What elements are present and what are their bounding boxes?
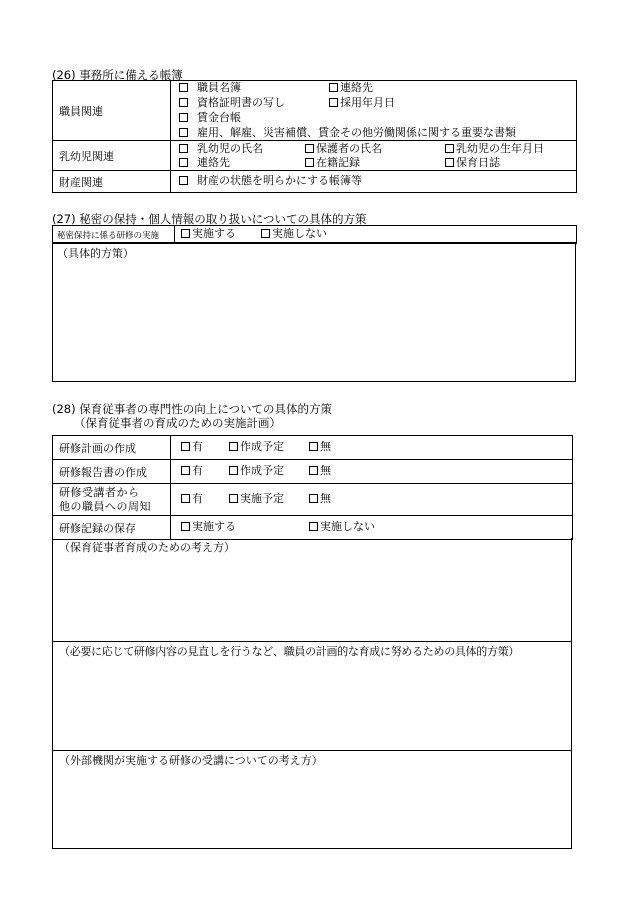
checkbox-icon: [179, 158, 188, 167]
label-line: 研修受講者から: [59, 485, 140, 499]
checkbox-report-yes[interactable]: [181, 464, 203, 478]
checkbox-training-not-implemented[interactable]: [261, 227, 327, 241]
option-label: 資格証明書の写し: [197, 96, 285, 109]
confidentiality-measures-field[interactable]: [52, 242, 576, 382]
option-label: 連絡先: [340, 81, 373, 94]
checkbox-icon: [181, 442, 190, 451]
ledger-table: [52, 80, 577, 193]
checkbox-icon: [305, 144, 314, 153]
checkbox-icon: [329, 83, 338, 92]
checkbox-icon: [309, 466, 318, 475]
checkbox-qualification-copy[interactable]: [179, 96, 285, 110]
checkbox-icon: [179, 128, 188, 137]
ledger-row-label-property: 財産関連: [53, 171, 171, 193]
training-report-label: 研修報告書の作成: [53, 460, 171, 484]
checkbox-icon: [179, 98, 188, 107]
field-caption: （外部機関が実施する研修の受講についての考え方）: [59, 754, 323, 767]
section-28-title: (28) 保育従事者の専門性の向上についての具体的方策: [52, 402, 333, 416]
checkbox-icon: [181, 229, 190, 238]
option-label: 職員名簿: [197, 81, 241, 94]
development-approach-field[interactable]: [53, 538, 571, 641]
checkbox-staff-roster[interactable]: [179, 81, 241, 95]
confidentiality-training-options: [175, 226, 577, 244]
option-label: 財産の状態を明らかにする帳簿等: [197, 174, 362, 187]
option-label: 乳幼児の生年月日: [456, 142, 544, 155]
checkbox-icon: [261, 229, 270, 238]
ledger-property-options: [171, 171, 577, 193]
option-label: 実施しない: [272, 227, 327, 240]
training-plan-label: 研修計画の作成: [53, 436, 171, 460]
training-plan-table: [52, 435, 573, 540]
field-caption: （保育従事者育成のための考え方）: [59, 541, 235, 554]
training-review-measures-field[interactable]: [53, 642, 571, 750]
checkbox-record-implemented[interactable]: [181, 520, 236, 534]
training-report-options: [171, 460, 573, 484]
option-label: 作成予定: [240, 440, 284, 453]
checkbox-wage-ledger[interactable]: [179, 111, 241, 125]
field-caption: （必要に応じて研修内容の見直しを行うなど、職員の計画的な育成に努めるための具体的方策）: [59, 645, 520, 658]
checkbox-icon: [229, 494, 238, 503]
option-label: 作成予定: [240, 464, 284, 477]
option-label: 有: [192, 464, 203, 477]
option-label: 無: [320, 492, 331, 505]
checkbox-icon: [309, 494, 318, 503]
checkbox-childcare-diary[interactable]: [445, 156, 500, 170]
checkbox-plan-yes[interactable]: [181, 440, 203, 454]
training-record-label: 研修記録の保存: [53, 516, 171, 540]
checkbox-record-not-implemented[interactable]: [309, 520, 375, 534]
checkbox-icon: [179, 176, 188, 185]
checkbox-icon: [309, 522, 318, 531]
ledger-infant-options: [171, 141, 577, 171]
checkbox-sharing-scheduled[interactable]: [229, 492, 284, 506]
section-27-title: (27) 秘密の保持・個人情報の取り扱いについての具体的方策: [52, 212, 367, 226]
option-label: 実施予定: [240, 492, 284, 505]
checkbox-hire-date[interactable]: [329, 96, 395, 110]
option-label: 実施しない: [320, 520, 375, 533]
option-label: 保育日誌: [456, 156, 500, 169]
checkbox-plan-scheduled[interactable]: [229, 440, 284, 454]
ledger-row-label-infant: 乳幼児関連: [53, 141, 171, 171]
checkbox-staff-contact[interactable]: [329, 81, 373, 95]
option-label: 採用年月日: [340, 96, 395, 109]
checkbox-icon: [179, 144, 188, 153]
option-label: 賃金台帳: [197, 111, 241, 124]
training-sharing-label: [53, 484, 171, 516]
option-label: 無: [320, 440, 331, 453]
checkbox-infant-name[interactable]: [179, 142, 263, 156]
training-free-text-area: [52, 538, 572, 849]
checkbox-icon: [329, 98, 338, 107]
checkbox-sharing-no[interactable]: [309, 492, 331, 506]
option-label: 無: [320, 464, 331, 477]
checkbox-sharing-yes[interactable]: [181, 492, 203, 506]
external-training-field[interactable]: [53, 751, 571, 847]
checkbox-icon: [229, 442, 238, 451]
ledger-staff-options: [171, 81, 577, 141]
section-28-subtitle: （保育従事者の育成のための実施計画）: [74, 416, 281, 430]
training-sharing-options: [171, 484, 573, 516]
checkbox-icon: [179, 113, 188, 122]
option-label: 乳幼児の氏名: [197, 142, 263, 155]
checkbox-icon: [181, 494, 190, 503]
option-label: 実施する: [192, 227, 236, 240]
ledger-row-label-staff: 職員関連: [53, 81, 171, 141]
field-caption: （具体的方策）: [57, 247, 134, 260]
checkbox-labor-documents[interactable]: [179, 126, 516, 140]
checkbox-guardian-name[interactable]: [305, 142, 382, 156]
option-label: 雇用、解雇、災害補償、賃金その他労働関係に関する重要な書類: [197, 126, 516, 139]
option-label: 有: [192, 492, 203, 505]
checkbox-plan-no[interactable]: [309, 440, 331, 454]
checkbox-icon: [445, 144, 454, 153]
checkbox-training-implemented[interactable]: [181, 227, 236, 241]
checkbox-enrollment-record[interactable]: [305, 156, 360, 170]
confidentiality-training-label: 秘密保持に係る研修の実施: [53, 226, 175, 244]
checkbox-property-ledger[interactable]: [179, 174, 362, 188]
training-record-options: [171, 516, 573, 540]
checkbox-infant-birthdate[interactable]: [445, 142, 544, 156]
checkbox-icon: [309, 442, 318, 451]
section-26-title: (26) 事務所に備える帳簿: [52, 68, 183, 82]
checkbox-icon: [229, 466, 238, 475]
option-label: 保護者の氏名: [316, 142, 382, 155]
checkbox-icon: [179, 83, 188, 92]
checkbox-report-no[interactable]: [309, 464, 331, 478]
checkbox-report-scheduled[interactable]: [229, 464, 284, 478]
checkbox-icon: [181, 466, 190, 475]
checkbox-icon: [445, 158, 454, 167]
option-label: 連絡先: [197, 156, 230, 169]
label-line: 他の職員への周知: [59, 499, 151, 513]
option-label: 有: [192, 440, 203, 453]
checkbox-infant-contact[interactable]: [179, 156, 230, 170]
checkbox-icon: [181, 522, 190, 531]
option-label: 在籍記録: [316, 156, 360, 169]
option-label: 実施する: [192, 520, 236, 533]
checkbox-icon: [305, 158, 314, 167]
training-plan-options: [171, 436, 573, 460]
